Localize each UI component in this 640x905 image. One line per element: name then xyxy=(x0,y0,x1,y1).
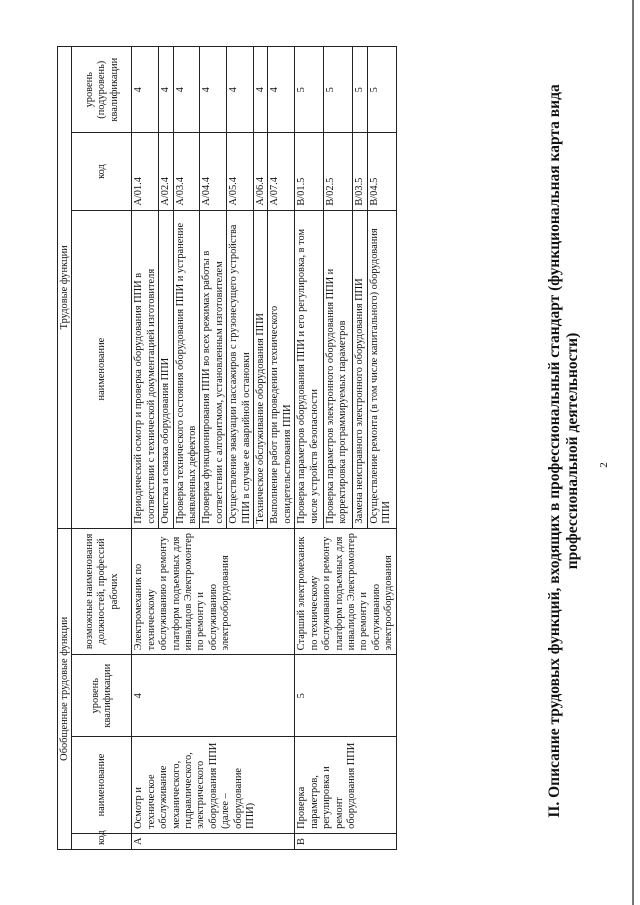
scan-edge-line xyxy=(632,0,634,905)
function-code: B/03.5 xyxy=(352,133,367,210)
group-code: A xyxy=(132,833,295,849)
function-level: 5 xyxy=(295,47,324,133)
function-code: A/01.4 xyxy=(132,133,159,210)
function-level: 5 xyxy=(367,47,396,133)
labor-functions-header: Трудовые функции xyxy=(58,47,72,529)
function-code: B/02.5 xyxy=(323,133,352,210)
function-name: Осуществление ремонта (в том числе капитального) оборудования ППИ xyxy=(367,210,396,528)
col-level-header: уровень квалификации xyxy=(72,655,132,737)
functional-map-table xyxy=(57,46,397,850)
col-positions-header: возможные наименования должностей, профессий рабочих xyxy=(72,528,132,655)
table-row xyxy=(295,47,324,850)
function-code: A/07.4 xyxy=(268,133,295,210)
function-level: 4 xyxy=(227,47,254,133)
function-level: 5 xyxy=(352,47,367,133)
group-positions: Электромеханик по техническому обслуживанию и ремонту платформ подъемных для инвалидов Электромонтер по ремонту и обслуживанию электрооборудования xyxy=(132,528,295,655)
function-name: Замена неисправного электронного оборудования ППИ xyxy=(352,210,367,528)
function-name: Проверка параметров оборудования ППИ и его регулировка, в том числе устройств безопасности xyxy=(295,210,324,528)
function-level: 4 xyxy=(159,47,173,133)
col-tf-name-header: наименование xyxy=(72,210,132,528)
function-name: Очистка и смазка оборудования ППИ xyxy=(159,210,173,528)
function-level: 4 xyxy=(268,47,295,133)
function-code: A/04.4 xyxy=(200,133,227,210)
group-positions: Старший электромеханик по техническому обслуживанию и ремонту платформ подъемных для инвалидов Электромонтер по ремонту и обслуживанию электрооборудования xyxy=(295,528,396,655)
function-level: 5 xyxy=(323,47,352,133)
col-code-header: код xyxy=(72,833,132,849)
generalized-functions-header: Обобщенные трудовые функции xyxy=(58,528,72,849)
group-level: 5 xyxy=(295,655,396,737)
function-code: A/02.4 xyxy=(159,133,173,210)
function-level: 4 xyxy=(200,47,227,133)
function-name: Проверка функционирования ППИ во всех режимах работы в соответствии с алгоритмом, установленным изготовителем xyxy=(200,210,227,528)
section-title: II. Описание трудовых функций, входящих в профессиональный стандарт (функциональная карта вида профессиональной деятельности) xyxy=(546,84,581,818)
function-name: Проверка технического состояния оборудования ППИ и устранение выявленных дефектов xyxy=(173,210,200,528)
function-code: B/01.5 xyxy=(295,133,324,210)
function-code: A/03.4 xyxy=(173,133,200,210)
function-level: 4 xyxy=(173,47,200,133)
function-code: B/04.5 xyxy=(367,133,396,210)
group-header-row xyxy=(58,47,72,850)
function-code: A/05.4 xyxy=(227,133,254,210)
group-level: 4 xyxy=(132,655,295,737)
function-name: Техническое обслуживание оборудования ППИ xyxy=(254,210,268,528)
col-tf-code-header: код xyxy=(72,133,132,210)
column-header-row xyxy=(72,47,132,850)
page-number: 2 xyxy=(598,462,610,468)
group-code: B xyxy=(295,833,396,849)
group-name: Проверка параметров, регулировка и ремонт оборудования ППИ xyxy=(295,737,396,834)
function-name: Проверка параметров электронного оборудования ППИ и корректировка программируемых параметров xyxy=(323,210,352,528)
function-level: 4 xyxy=(254,47,268,133)
group-name: Осмотр и техническое обслуживание механического, гидравлического, электрического оборудования ППИ (далее – оборудование ППИ) xyxy=(132,737,295,834)
table-row xyxy=(132,47,159,850)
col-tf-level-header: уровень (подуровень) квалификации xyxy=(72,47,132,133)
col-name-header: наименование xyxy=(72,737,132,834)
function-name: Выполнение работ при проведении технического освидетельствования ППИ xyxy=(268,210,295,528)
function-name: Осуществление эвакуации пассажиров с грузонесущего устройства ППИ в случае ее аварийной остановки xyxy=(227,210,254,528)
function-level: 4 xyxy=(132,47,159,133)
function-name: Периодический осмотр и проверка оборудования ППИ в соответствии с технической документацией изготовителя xyxy=(132,210,159,528)
function-code: A/06.4 xyxy=(254,133,268,210)
